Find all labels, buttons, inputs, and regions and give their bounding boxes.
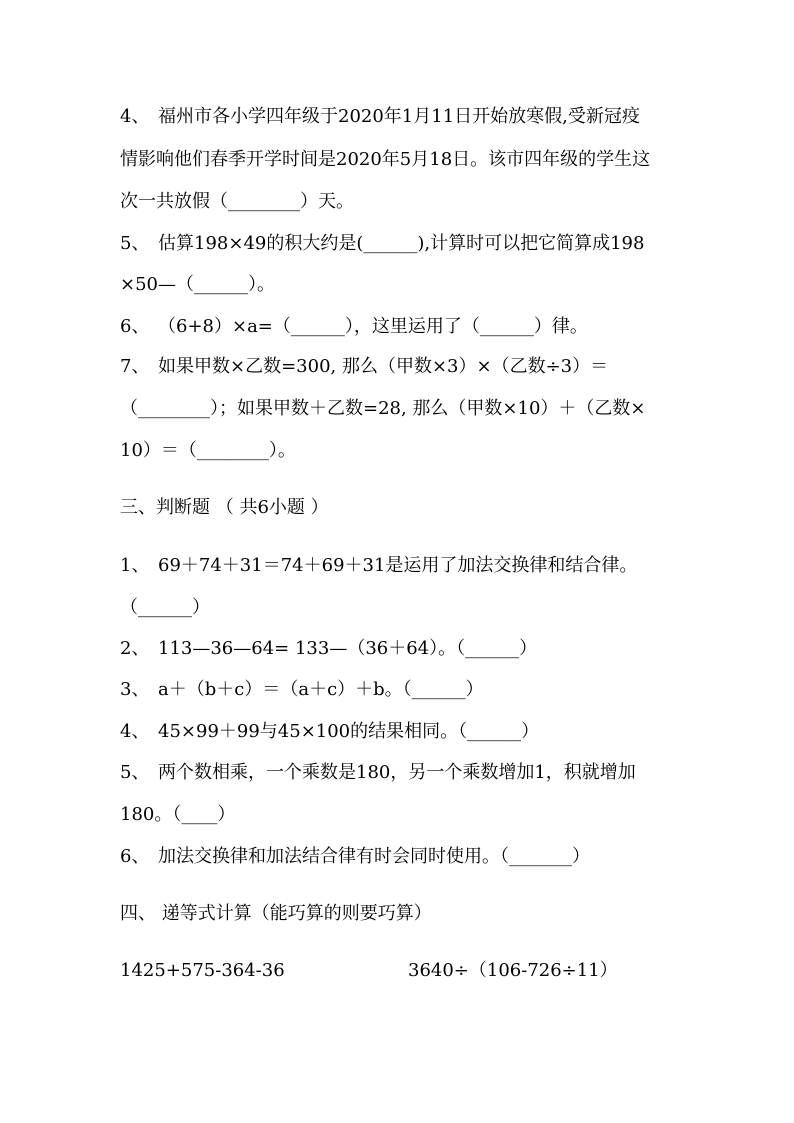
q7-number: 7、 (120, 356, 150, 377)
judge-item-2 (120, 637, 680, 661)
judge-6-number: 6、 (120, 846, 150, 867)
section3-title: 三、判断题 （ 共6小题 ） (120, 497, 329, 518)
judge-1-answer: （______） (120, 597, 210, 618)
calc-expression-1: 1425+575-364-36 (120, 960, 285, 981)
judge-item-1 (120, 554, 680, 578)
q7-line-1 (120, 355, 680, 379)
judge-item-3 (120, 678, 680, 702)
q6-line-1 (120, 315, 680, 339)
judge-1-number: 1、 (120, 555, 150, 576)
judge-2-number: 2、 (120, 638, 150, 659)
section4-title: 四、 递等式计算（能巧算的则要巧算） (120, 903, 432, 924)
q4-line-1 (120, 105, 680, 129)
calc-expression-2: 3640÷（106-726÷11） (408, 960, 618, 981)
q4-text-1: 福州市各小学四年级于2020年1月11日开始放寒假,受新冠疫 (158, 106, 640, 127)
q7-text-3: 10）＝（________）。 (120, 440, 296, 461)
judge-2-text: 113—36—64= 133—（36＋64）。（______） (158, 638, 538, 659)
judge-4-text: 45×99＋99与45×100的结果相同。（______） (158, 721, 540, 742)
judge-6-text: 加法交换律和加法结合律有时会同时使用。（_______） (158, 846, 590, 867)
q4-text-2: 情影响他们春季开学时间是2020年5月18日。该市四年级的学生这 (120, 149, 651, 170)
judge-3-text: a＋（b＋c）＝（a＋c）＋b。（______） (158, 679, 484, 700)
judge-1-text: 69＋74＋31＝74＋69＋31是运用了加法交换律和结合律。 (158, 555, 638, 576)
q4-text-3: 次一共放假（________）天。 (120, 191, 354, 212)
judge-item-6 (120, 845, 680, 869)
q6-number: 6、 (120, 316, 150, 337)
judge-4-number: 4、 (120, 721, 150, 742)
q5-number: 5、 (120, 233, 150, 254)
q6-text-1: （6+8）×a=（______），这里运用了（______）律。 (158, 316, 588, 337)
q7-text-1: 如果甲数×乙数=300, 那么（甲数×3）×（乙数÷3）＝ (158, 356, 609, 377)
q5-line-1 (120, 232, 680, 256)
q4-number: 4、 (120, 106, 150, 127)
judge-5-number: 5、 (120, 762, 150, 783)
q5-text-2: ×50—（______）。 (120, 274, 275, 295)
q5-text-1: 估算198×49的积大约是(______),计算时可以把它简算成198 (158, 233, 645, 254)
judge-5-answer: 180。（____） (120, 804, 236, 825)
judge-3-number: 3、 (120, 679, 150, 700)
judge-item-4 (120, 720, 680, 744)
judge-5-text: 两个数相乘，一个乘数是180，另一个乘数增加1，积就增加 (158, 762, 636, 783)
judge-item-5 (120, 761, 680, 785)
q7-text-2: （________）；如果甲数＋乙数=28, 那么（甲数×10）＋（乙数× (120, 398, 646, 419)
